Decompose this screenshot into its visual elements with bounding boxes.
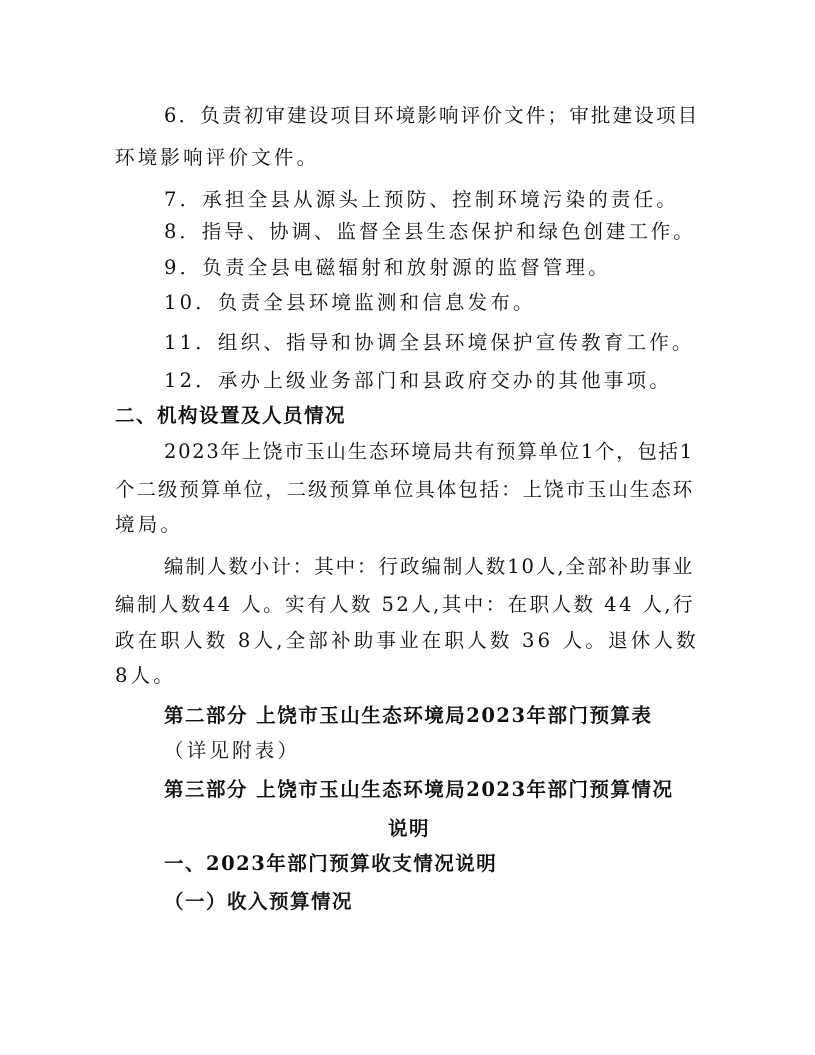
part-2-note: （详见附表） <box>164 739 301 762</box>
section-2-paragraph-2-line-1: 编制人数小计：其中：行政编制人数10人,全部补助事业 <box>164 555 695 578</box>
part-3-subsubheading: （一）收入预算情况 <box>164 890 354 913</box>
duty-item-10: 10．负责全县环境监测和信息发布。 <box>164 291 536 314</box>
part-3-title-line-1: 第三部分 上饶市玉山生态环境局2023年部门预算情况 <box>164 778 674 801</box>
duty-item-8: 8．指导、协调、监督全县生态保护和绿色创建工作。 <box>164 220 696 243</box>
duty-item-7: 7．承担全县从源头上预防、控制环境污染的责任。 <box>164 188 680 211</box>
duty-item-6-line-2: 环境影响评价文件。 <box>115 146 320 169</box>
section-2-heading: 二、机构设置及人员情况 <box>115 404 347 427</box>
section-2-paragraph-1-line-2: 个二级预算单位，二级预算单位具体包括：上饶市玉山生态环 <box>115 478 695 501</box>
part-3-subheading: 一、2023年部门预算收支情况说明 <box>164 852 498 875</box>
duty-item-6-line-1: 6．负责初审建设项目环境影响评价文件；审批建设项目 <box>164 104 700 127</box>
section-2-paragraph-1-line-1: 2023年上饶市玉山生态环境局共有预算单位1个，包括1 <box>164 440 694 463</box>
section-2-paragraph-2-line-3: 政在职人数 8人,全部补助事业在职人数 36 人。退休人数 <box>115 629 699 652</box>
duty-item-12: 12．承办上级业务部门和县政府交办的其他事项。 <box>164 369 672 392</box>
duty-item-9: 9．负责全县电磁辐射和放射源的监督管理。 <box>164 256 611 279</box>
section-2-paragraph-1-line-3: 境局。 <box>115 513 184 536</box>
part-3-title-line-2: 说明 <box>388 817 431 840</box>
part-2-title: 第二部分 上饶市玉山生态环境局2023年部门预算表 <box>164 704 653 727</box>
section-2-paragraph-2-line-2: 编制人数44 人。实有人数 52人,其中：在职人数 44 人,行 <box>115 593 696 616</box>
duty-item-11: 11．组织、指导和协调全县环境保护宣传教育工作。 <box>164 331 695 354</box>
section-2-paragraph-2-line-4: 8人。 <box>115 664 177 687</box>
